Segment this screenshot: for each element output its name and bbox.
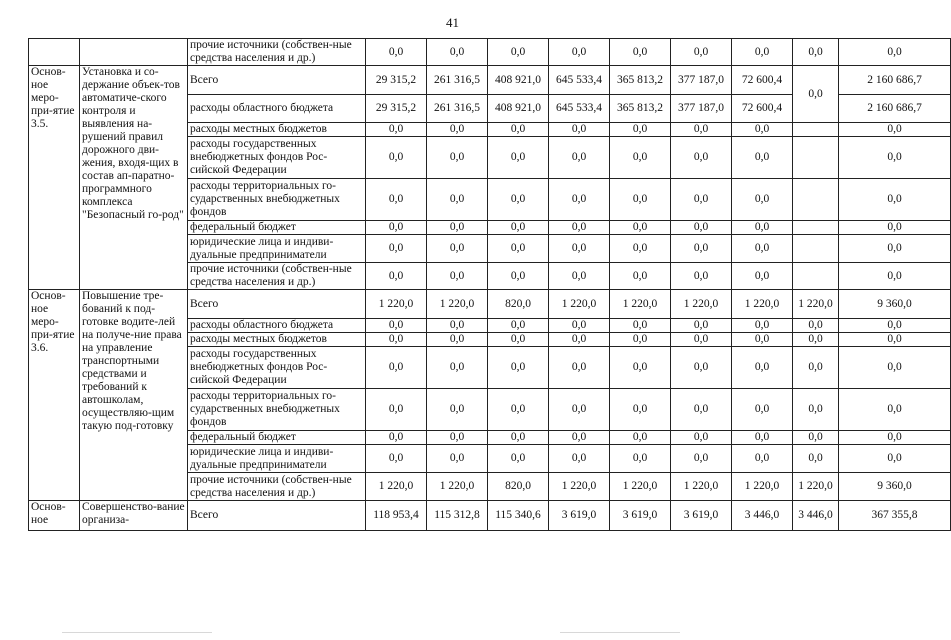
value-cell: 0,0 — [366, 389, 427, 431]
page-number: 41 — [446, 15, 459, 30]
value-cell: 0,0 — [839, 333, 951, 347]
value-cell: 0,0 — [427, 389, 488, 431]
value-cell: 0,0 — [839, 221, 951, 235]
value-cell: 0,0 — [732, 333, 793, 347]
value-cell: 1 220,0 — [366, 290, 427, 319]
value-cell: 0,0 — [366, 319, 427, 333]
value-cell: 1 220,0 — [671, 473, 732, 501]
value-cell: 0,0 — [839, 137, 951, 179]
value-cell: 0,0 — [732, 445, 793, 473]
value-cell: 0,0 — [793, 389, 839, 431]
funding-source-cell: расходы государственных внебюджетных фондов Рос-сийской Федерации — [188, 137, 366, 179]
value-cell: 0,0 — [671, 347, 732, 389]
value-cell: 0,0 — [671, 445, 732, 473]
value-cell: 377 187,0 — [671, 95, 732, 123]
value-cell: 0,0 — [549, 221, 610, 235]
value-cell: 0,0 — [549, 319, 610, 333]
value-cell: 820,0 — [488, 473, 549, 501]
value-cell: 0,0 — [610, 431, 671, 445]
value-cell: 0,0 — [793, 347, 839, 389]
value-cell: 0,0 — [488, 333, 549, 347]
value-cell: 0,0 — [488, 179, 549, 221]
value-cell: 0,0 — [793, 39, 839, 66]
value-cell: 645 533,4 — [549, 95, 610, 123]
value-cell: 0,0 — [839, 445, 951, 473]
value-cell: 0,0 — [610, 389, 671, 431]
value-cell: 0,0 — [427, 39, 488, 66]
value-cell: 0,0 — [732, 137, 793, 179]
value-cell: 0,0 — [549, 39, 610, 66]
value-cell: 0,0 — [732, 179, 793, 221]
value-cell: 0,0 — [671, 235, 732, 263]
value-cell: 0,0 — [732, 263, 793, 290]
value-cell: 72 600,4 — [732, 95, 793, 123]
value-cell: 0,0 — [549, 179, 610, 221]
activity-number-cell — [29, 39, 80, 66]
value-cell: 1 220,0 — [671, 290, 732, 319]
value-cell: 0,0 — [488, 123, 549, 137]
value-cell: 0,0 — [427, 431, 488, 445]
value-cell: 0,0 — [366, 445, 427, 473]
activity-description-cell — [80, 39, 188, 66]
value-cell: 0,0 — [366, 235, 427, 263]
value-cell: 0,0 — [488, 445, 549, 473]
value-cell: 820,0 — [488, 290, 549, 319]
value-cell: 0,0 — [366, 137, 427, 179]
value-cell: 0,0 — [732, 389, 793, 431]
value-cell: 0,0 — [549, 445, 610, 473]
value-cell: 115 312,8 — [427, 501, 488, 531]
value-cell: 0,0 — [366, 39, 427, 66]
activity-description-cell: Установка и со-держание объек-тов автоматиче-ского контроля и выявления на-рушений правил дорожного дви-жения, входя-щих в состав ап-паратно-программного комплекса "Безопасный го-род" — [80, 66, 188, 290]
funding-source-cell: Всего — [188, 66, 366, 95]
value-cell: 29 315,2 — [366, 66, 427, 95]
table-row — [29, 501, 951, 531]
value-cell: 0,0 — [366, 221, 427, 235]
value-cell: 0,0 — [793, 66, 839, 123]
value-cell: 72 600,4 — [732, 66, 793, 95]
scan-rule — [560, 632, 680, 633]
activity-description-cell: Повышение тре-бований к под-готовке водите-лей на получе-ние права на управление транспортными средствами и требований к автошколам, осуществляю-щим такую под-готовку — [80, 290, 188, 501]
value-cell: 0,0 — [671, 39, 732, 66]
value-cell: 115 340,6 — [488, 501, 549, 531]
value-cell: 0,0 — [610, 319, 671, 333]
value-cell: 1 220,0 — [732, 473, 793, 501]
value-cell: 0,0 — [610, 445, 671, 473]
value-cell: 0,0 — [549, 333, 610, 347]
value-cell: 0,0 — [793, 445, 839, 473]
value-cell: 0,0 — [366, 123, 427, 137]
value-cell: 0,0 — [839, 319, 951, 333]
value-cell — [793, 221, 839, 235]
value-cell: 0,0 — [671, 221, 732, 235]
funding-source-cell: федеральный бюджет — [188, 431, 366, 445]
value-cell: 0,0 — [488, 263, 549, 290]
value-cell: 0,0 — [488, 431, 549, 445]
value-cell: 3 619,0 — [549, 501, 610, 531]
value-cell: 0,0 — [610, 235, 671, 263]
funding-source-cell: расходы местных бюджетов — [188, 333, 366, 347]
value-cell: 0,0 — [671, 263, 732, 290]
value-cell: 0,0 — [732, 431, 793, 445]
value-cell: 0,0 — [488, 137, 549, 179]
value-cell: 0,0 — [610, 347, 671, 389]
table-row — [29, 290, 951, 319]
value-cell: 261 316,5 — [427, 66, 488, 95]
value-cell: 0,0 — [366, 347, 427, 389]
funding-source-cell: Всего — [188, 501, 366, 531]
activity-number-cell: Основ-ное меро-при-ятие 3.6. — [29, 290, 80, 501]
value-cell: 0,0 — [671, 389, 732, 431]
value-cell: 0,0 — [732, 123, 793, 137]
funding-source-cell: прочие источники (собствен-ные средства населения и др.) — [188, 39, 366, 66]
value-cell: 0,0 — [610, 333, 671, 347]
value-cell: 0,0 — [671, 333, 732, 347]
value-cell: 0,0 — [549, 263, 610, 290]
value-cell: 0,0 — [839, 179, 951, 221]
value-cell: 0,0 — [732, 319, 793, 333]
value-cell: 3 619,0 — [671, 501, 732, 531]
value-cell: 2 160 686,7 — [839, 95, 951, 123]
value-cell: 0,0 — [671, 179, 732, 221]
value-cell — [793, 123, 839, 137]
funding-source-cell: расходы областного бюджета — [188, 95, 366, 123]
value-cell: 0,0 — [488, 39, 549, 66]
value-cell: 0,0 — [671, 123, 732, 137]
value-cell: 0,0 — [366, 431, 427, 445]
value-cell: 0,0 — [671, 137, 732, 179]
value-cell: 1 220,0 — [793, 473, 839, 501]
value-cell: 29 315,2 — [366, 95, 427, 123]
value-cell: 0,0 — [427, 123, 488, 137]
value-cell: 0,0 — [732, 347, 793, 389]
value-cell: 9 360,0 — [839, 473, 951, 501]
value-cell: 645 533,4 — [549, 66, 610, 95]
value-cell: 0,0 — [839, 263, 951, 290]
funding-source-cell: расходы территориальных го-сударственных внебюджетных фондов — [188, 389, 366, 431]
value-cell: 0,0 — [671, 431, 732, 445]
value-cell: 0,0 — [610, 137, 671, 179]
scan-rule — [62, 632, 212, 633]
value-cell: 0,0 — [549, 389, 610, 431]
value-cell: 0,0 — [488, 319, 549, 333]
value-cell: 1 220,0 — [610, 473, 671, 501]
value-cell: 0,0 — [427, 333, 488, 347]
value-cell: 0,0 — [366, 179, 427, 221]
value-cell: 0,0 — [839, 389, 951, 431]
funding-source-cell: юридические лица и индиви-дуальные предприниматели — [188, 445, 366, 473]
value-cell: 0,0 — [549, 431, 610, 445]
value-cell: 0,0 — [366, 263, 427, 290]
value-cell: 365 813,2 — [610, 66, 671, 95]
value-cell — [793, 263, 839, 290]
value-cell: 0,0 — [839, 39, 951, 66]
value-cell: 0,0 — [839, 347, 951, 389]
value-cell: 0,0 — [488, 389, 549, 431]
value-cell: 0,0 — [793, 333, 839, 347]
value-cell: 0,0 — [427, 235, 488, 263]
value-cell: 377 187,0 — [671, 66, 732, 95]
value-cell: 0,0 — [427, 137, 488, 179]
table-row — [29, 66, 951, 95]
value-cell: 0,0 — [549, 235, 610, 263]
value-cell: 9 360,0 — [839, 290, 951, 319]
value-cell: 0,0 — [732, 221, 793, 235]
value-cell: 0,0 — [732, 39, 793, 66]
value-cell — [793, 235, 839, 263]
value-cell: 408 921,0 — [488, 66, 549, 95]
value-cell: 0,0 — [427, 319, 488, 333]
funding-source-cell: федеральный бюджет — [188, 221, 366, 235]
table-row — [29, 39, 951, 66]
value-cell: 0,0 — [488, 221, 549, 235]
budget-table — [28, 38, 951, 531]
value-cell: 1 220,0 — [427, 290, 488, 319]
funding-source-cell: юридические лица и индиви-дуальные предприниматели — [188, 235, 366, 263]
value-cell: 0,0 — [610, 263, 671, 290]
funding-source-cell: расходы областного бюджета — [188, 319, 366, 333]
value-cell: 0,0 — [427, 347, 488, 389]
value-cell: 0,0 — [488, 235, 549, 263]
value-cell: 0,0 — [793, 431, 839, 445]
value-cell: 0,0 — [366, 333, 427, 347]
value-cell — [793, 137, 839, 179]
value-cell: 1 220,0 — [549, 290, 610, 319]
value-cell: 0,0 — [427, 445, 488, 473]
value-cell: 1 220,0 — [793, 290, 839, 319]
value-cell: 0,0 — [427, 221, 488, 235]
value-cell: 0,0 — [427, 263, 488, 290]
value-cell: 0,0 — [610, 123, 671, 137]
value-cell: 0,0 — [671, 319, 732, 333]
funding-source-cell: расходы территориальных го-сударственных внебюджетных фондов — [188, 179, 366, 221]
value-cell: 0,0 — [793, 319, 839, 333]
value-cell: 408 921,0 — [488, 95, 549, 123]
value-cell: 0,0 — [839, 235, 951, 263]
funding-source-cell: прочие источники (собствен-ные средства населения и др.) — [188, 263, 366, 290]
value-cell: 0,0 — [549, 347, 610, 389]
funding-source-cell: Всего — [188, 290, 366, 319]
funding-source-cell: прочие источники (собствен-ные средства населения и др.) — [188, 473, 366, 501]
value-cell: 0,0 — [732, 235, 793, 263]
funding-source-cell: расходы государственных внебюджетных фондов Рос-сийской Федерации — [188, 347, 366, 389]
value-cell: 118 953,4 — [366, 501, 427, 531]
value-cell: 0,0 — [427, 179, 488, 221]
activity-number-cell: Основ-ное — [29, 501, 80, 531]
activity-number-cell: Основ-ное меро-при-ятие 3.5. — [29, 66, 80, 290]
value-cell: 0,0 — [839, 123, 951, 137]
value-cell: 1 220,0 — [366, 473, 427, 501]
value-cell — [793, 179, 839, 221]
value-cell: 2 160 686,7 — [839, 66, 951, 95]
value-cell: 1 220,0 — [427, 473, 488, 501]
value-cell: 3 446,0 — [793, 501, 839, 531]
funding-source-cell: расходы местных бюджетов — [188, 123, 366, 137]
value-cell: 3 446,0 — [732, 501, 793, 531]
value-cell: 1 220,0 — [610, 290, 671, 319]
value-cell: 3 619,0 — [610, 501, 671, 531]
value-cell: 0,0 — [610, 39, 671, 66]
value-cell: 365 813,2 — [610, 95, 671, 123]
value-cell: 0,0 — [610, 179, 671, 221]
value-cell: 1 220,0 — [732, 290, 793, 319]
value-cell: 261 316,5 — [427, 95, 488, 123]
value-cell: 0,0 — [549, 137, 610, 179]
value-cell: 367 355,8 — [839, 501, 951, 531]
activity-description-cell: Совершенство-вание организа- — [80, 501, 188, 531]
value-cell: 0,0 — [839, 431, 951, 445]
value-cell: 0,0 — [549, 123, 610, 137]
value-cell: 1 220,0 — [549, 473, 610, 501]
value-cell: 0,0 — [610, 221, 671, 235]
value-cell: 0,0 — [488, 347, 549, 389]
